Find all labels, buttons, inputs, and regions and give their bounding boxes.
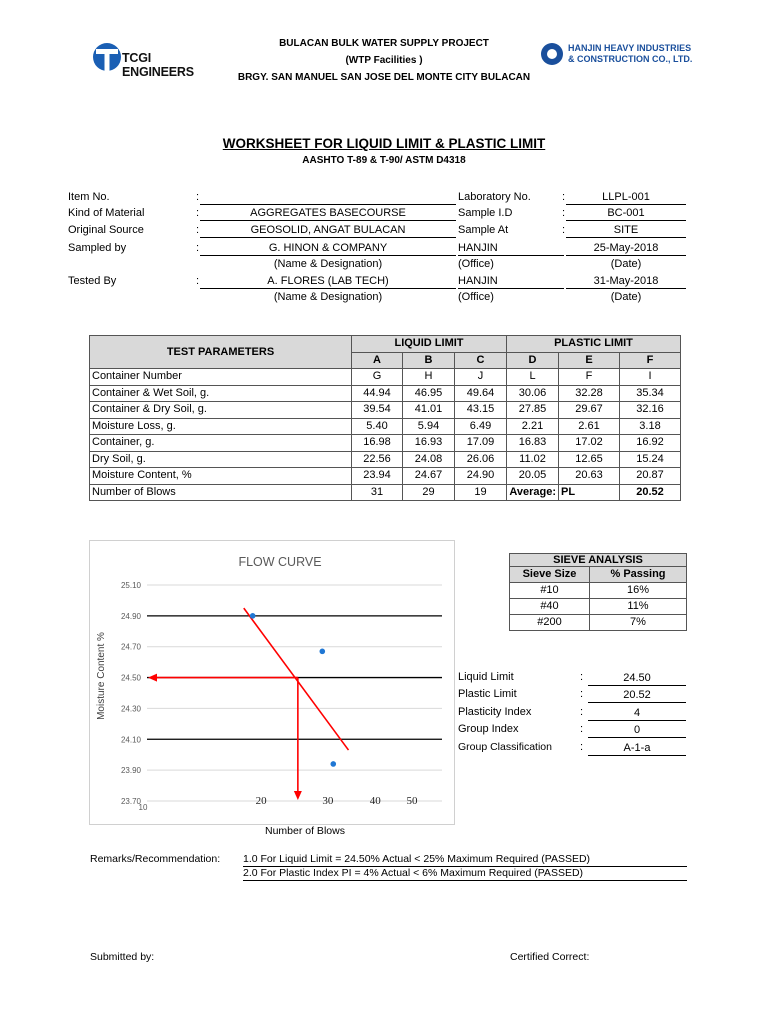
table-row — [90, 435, 681, 452]
colon: : — [196, 191, 200, 203]
flow-lines — [148, 608, 348, 800]
table-row — [90, 451, 681, 468]
table-cell: 16.83 — [507, 435, 559, 452]
table-cell: 24.67 — [403, 468, 455, 485]
colon: : — [562, 224, 566, 236]
y-tick-label: 24.50 — [120, 673, 141, 683]
tcgi-company-name: TCGI ENGINEERS — [122, 51, 194, 79]
table-cell: 17.09 — [455, 435, 507, 452]
table-row — [510, 583, 687, 599]
remark-line-1: 1.0 For Liquid Limit = 24.50% Actual < 25% Maximum Required (PASSED) — [243, 853, 687, 867]
row-label: Container & Dry Soil, g. — [90, 402, 352, 419]
x-axis-label: Number of Blows — [265, 825, 345, 837]
tested-label: Tested By — [68, 275, 117, 287]
remarks-label: Remarks/Recommendation: — [90, 853, 221, 865]
sieve-passing: 11% — [590, 599, 687, 615]
date-caption: (Date) — [610, 291, 642, 303]
column-header: D — [507, 352, 559, 369]
flow-curve-chart — [89, 540, 455, 825]
table-cell: 46.95 — [403, 385, 455, 402]
test-parameters-header: TEST PARAMETERS — [90, 336, 352, 369]
colon: : — [580, 688, 584, 700]
date-caption: (Date) — [610, 258, 642, 270]
lab-no-label: Laboratory No. — [458, 191, 531, 203]
table-cell: 3.18 — [620, 418, 681, 435]
passing-header: % Passing — [590, 567, 687, 583]
sampled-by-value: G. HINON & COMPANY — [268, 242, 388, 254]
x-tick-label: 30 — [322, 795, 334, 807]
underline — [566, 288, 686, 289]
colon: : — [562, 191, 566, 203]
table-row — [90, 468, 681, 485]
table-row — [510, 599, 687, 615]
pl-label-text: PL — [561, 485, 576, 498]
liquid-limit-value: 24.50 — [588, 671, 686, 686]
sample-id-value: BC-001 — [607, 207, 645, 219]
liquid-limit-label: Liquid Limit — [458, 671, 514, 683]
table-cell: 27.85 — [507, 402, 559, 419]
worksheet-subtitle: AASHTO T-89 & T-90/ ASTM D4318 — [302, 155, 466, 166]
test-parameters-table — [89, 335, 681, 501]
project-line-2: (WTP Facilities ) — [345, 55, 423, 66]
table-cell: 15.24 — [620, 451, 681, 468]
table-cell: L — [507, 369, 559, 386]
table-cell: 39.54 — [352, 402, 403, 419]
row-label: Container, g. — [90, 435, 352, 452]
table-cell: 20.63 — [559, 468, 620, 485]
table-cell: J — [455, 369, 507, 386]
table-cell: 35.34 — [620, 385, 681, 402]
plastic-limit-label: Plastic Limit — [458, 688, 517, 700]
underline — [458, 288, 564, 289]
table-row — [510, 615, 687, 631]
date-2-value: 31-May-2018 — [593, 275, 659, 287]
y-tick-label: 24.10 — [120, 735, 141, 745]
lab-no-value: LLPL-001 — [602, 191, 650, 203]
underline — [200, 237, 456, 238]
table-cell: 41.01 — [403, 402, 455, 419]
row-label: Dry Soil, g. — [90, 451, 352, 468]
sieve-size-header: Sieve Size — [510, 567, 590, 583]
data-point — [250, 613, 256, 619]
plastic-limit-value: 20.52 — [588, 688, 686, 703]
data-points — [250, 613, 336, 767]
table-cell: G — [352, 369, 403, 386]
x-tick-labels — [139, 795, 418, 812]
row-label: Moisture Loss, g. — [90, 418, 352, 435]
sieve-analysis-table — [509, 553, 687, 631]
project-line-3: BRGY. SAN MANUEL SAN JOSE DEL MONTE CITY BULACAN — [237, 72, 531, 83]
column-header: A — [352, 352, 403, 369]
table-cell: H — [403, 369, 455, 386]
table-row — [90, 369, 681, 386]
item-no-label: Item No. — [68, 191, 110, 203]
material-label: Kind of Material — [68, 207, 145, 219]
arrow-head-left — [148, 674, 157, 682]
office-2: HANJIN — [458, 275, 498, 287]
column-header: B — [403, 352, 455, 369]
colon: : — [580, 741, 584, 753]
pl-label — [559, 484, 620, 501]
underline — [566, 204, 686, 205]
average-label: Average: — [507, 484, 559, 501]
table-cell: 12.65 — [559, 451, 620, 468]
submitted-by-label: Submitted by: — [90, 951, 155, 963]
flow-line — [244, 608, 349, 750]
sieve-title: SIEVE ANALYSIS — [510, 554, 687, 567]
table-cell: 16.98 — [352, 435, 403, 452]
sieve-size: #10 — [510, 583, 590, 599]
table-cell: 5.94 — [403, 418, 455, 435]
table-cell: 16.93 — [403, 435, 455, 452]
colon: : — [562, 207, 566, 219]
column-header: E — [559, 352, 620, 369]
hanjin-company-name — [568, 43, 692, 65]
material-value: AGGREGATES BASECOURSE — [250, 207, 406, 219]
column-header: F — [620, 352, 681, 369]
table-cell: 11.02 — [507, 451, 559, 468]
sample-at-label: Sample At — [458, 224, 509, 236]
row-label: Container Number — [90, 369, 352, 386]
office-caption: (Office) — [458, 291, 494, 303]
hanjin-logo — [540, 42, 700, 72]
table-cell: 22.56 — [352, 451, 403, 468]
date-1-value: 25-May-2018 — [593, 242, 659, 254]
table-row — [90, 385, 681, 402]
table-cell: 2.61 — [559, 418, 620, 435]
sieve-passing: 7% — [590, 615, 687, 631]
office-1: HANJIN — [458, 242, 498, 254]
plasticity-index-label: Plasticity Index — [458, 706, 532, 718]
project-line-1: BULACAN BULK WATER SUPPLY PROJECT — [279, 38, 489, 49]
y-tick-label: 23.70 — [120, 797, 141, 806]
underline — [200, 288, 456, 289]
flow-curve-svg — [90, 541, 454, 824]
chart-gridlines — [147, 585, 442, 801]
colon: : — [580, 706, 584, 718]
row-label: Container & Wet Soil, g. — [90, 385, 352, 402]
x-tick-label: 10 — [138, 803, 148, 812]
sieve-size: #40 — [510, 599, 590, 615]
name-designation-caption: (Name & Designation) — [273, 291, 383, 303]
sieve-size: #200 — [510, 615, 590, 631]
sampled-label: Sampled by — [68, 242, 127, 254]
colon: : — [196, 242, 200, 254]
certified-correct-label: Certified Correct: — [510, 951, 590, 963]
table-cell: 26.06 — [455, 451, 507, 468]
source-label: Original Source — [68, 224, 144, 236]
test-table-body — [90, 369, 681, 485]
group-classification-label: Group Classification — [458, 741, 552, 753]
row-label: Moisture Content, % — [90, 468, 352, 485]
table-cell: 43.15 — [455, 402, 507, 419]
y-tick-label: 24.30 — [120, 704, 141, 714]
underline — [566, 255, 686, 256]
underline — [566, 237, 686, 238]
table-row — [90, 402, 681, 419]
colon: : — [580, 723, 584, 735]
x-tick-label: 20 — [255, 795, 267, 807]
table-cell: 31 — [352, 484, 403, 501]
remark-line-2: 2.0 For Plastic Index PI = 4% Actual < 6% Maximum Required (PASSED) — [243, 867, 687, 881]
data-point — [319, 649, 325, 655]
x-tick-label: 50 — [406, 795, 418, 807]
table-cell: 23.94 — [352, 468, 403, 485]
table-row — [90, 484, 681, 501]
table-cell: 49.64 — [455, 385, 507, 402]
column-header: C — [455, 352, 507, 369]
hanjin-line-2: & CONSTRUCTION CO., LTD. — [568, 54, 693, 64]
table-cell: 20.87 — [620, 468, 681, 485]
underline — [566, 220, 686, 221]
sieve-passing: 16% — [590, 583, 687, 599]
table-row — [90, 418, 681, 435]
chart-title: FLOW CURVE — [238, 555, 322, 569]
data-point — [330, 761, 336, 767]
table-cell: I — [620, 369, 681, 386]
table-cell: 24.90 — [455, 468, 507, 485]
underline — [200, 204, 456, 205]
hanjin-logo-icon — [540, 42, 564, 66]
liquid-limit-header: LIQUID LIMIT — [352, 336, 507, 353]
table-cell: 32.28 — [559, 385, 620, 402]
y-tick-label: 23.90 — [120, 766, 141, 776]
pl-average-value: 20.52 — [620, 484, 681, 501]
tested-by-value: A. FLORES (LAB TECH) — [267, 275, 389, 287]
source-value: GEOSOLID, ANGAT BULACAN — [250, 224, 406, 236]
hanjin-line-1: HANJIN HEAVY INDUSTRIES — [568, 43, 692, 53]
table-cell: F — [559, 369, 620, 386]
table-cell: 2.21 — [507, 418, 559, 435]
name-designation-caption: (Name & Designation) — [273, 258, 383, 270]
group-index-value: 0 — [588, 723, 686, 738]
table-cell: 16.92 — [620, 435, 681, 452]
y-tick-label: 24.70 — [120, 642, 141, 652]
table-cell: 30.06 — [507, 385, 559, 402]
office-caption: (Office) — [458, 258, 494, 270]
y-tick-label: 25.10 — [120, 581, 141, 590]
table-cell: 29 — [403, 484, 455, 501]
worksheet-title: WORKSHEET FOR LIQUID LIMIT & PLASTIC LIMIT — [222, 136, 546, 151]
colon: : — [196, 207, 200, 219]
table-cell: 6.49 — [455, 418, 507, 435]
table-cell: 29.67 — [559, 402, 620, 419]
colon: : — [580, 671, 584, 683]
x-tick-label: 40 — [369, 795, 381, 807]
sample-at-value: SITE — [613, 224, 639, 236]
row-label: Number of Blows — [90, 484, 352, 501]
y-axis-label: Moisture Content % — [96, 632, 107, 720]
y-tick-label: 24.90 — [120, 611, 141, 621]
plasticity-index-value: 4 — [588, 706, 686, 721]
table-cell: 17.02 — [559, 435, 620, 452]
y-tick-labels — [121, 581, 142, 806]
group-classification-value: A-1-a — [588, 741, 686, 756]
table-cell: 44.94 — [352, 385, 403, 402]
colon: : — [196, 224, 200, 236]
arrow-head-down — [294, 791, 302, 800]
group-index-label: Group Index — [458, 723, 519, 735]
sample-id-label: Sample I.D — [458, 207, 513, 219]
underline — [200, 255, 456, 256]
table-cell: 5.40 — [352, 418, 403, 435]
table-cell: 32.16 — [620, 402, 681, 419]
underline — [458, 255, 564, 256]
table-cell: 24.08 — [403, 451, 455, 468]
table-cell: 20.05 — [507, 468, 559, 485]
colon: : — [196, 275, 200, 287]
plastic-limit-header: PLASTIC LIMIT — [507, 336, 681, 353]
underline — [200, 220, 456, 221]
table-cell: 19 — [455, 484, 507, 501]
